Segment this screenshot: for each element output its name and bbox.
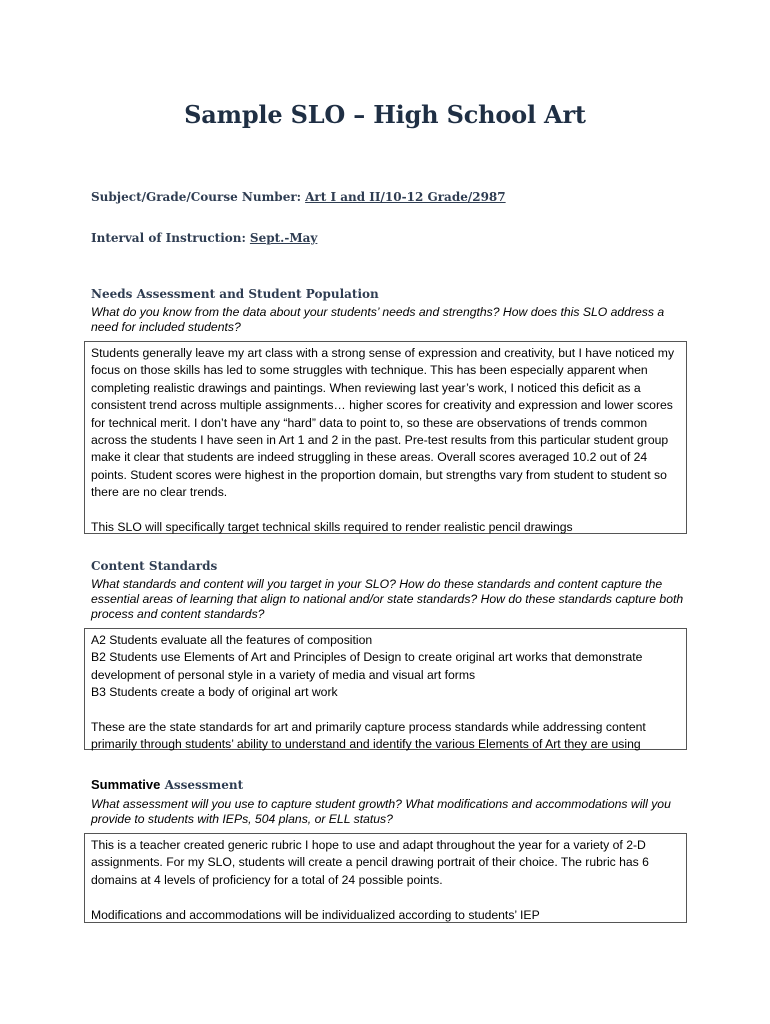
summative-heading-word2: Assessment xyxy=(164,778,244,792)
summative-prompt: What assessment will you use to capture student growth? What modifications and accommodations will you provide to students with IEPs, 504 plans, or ELL status? xyxy=(91,797,671,826)
subject-label: Subject/Grade/Course Number: xyxy=(91,190,302,204)
interval-line xyxy=(91,231,317,245)
standard-item: A2 Students evaluate all the features of composition xyxy=(91,633,373,647)
content-heading: Content Standards xyxy=(91,559,218,573)
content-prompt: What standards and content will you target in your SLO? How do these standards and content capture the essential areas of learning that align to national and/or state standards? How do these standards capture both process and content standards? xyxy=(91,577,684,621)
needs-paragraph-2: This SLO will specifically target technical skills required to render realistic pencil drawings xyxy=(91,520,573,535)
summative-heading-word1: Summative xyxy=(91,777,161,792)
needs-prompt: What do you know from the data about your students’ needs and strengths? How does this SLO address a need for included students? xyxy=(91,305,665,334)
interval-value: Sept.-May xyxy=(249,231,318,245)
needs-paragraph-1: Students generally leave my art class with a strong sense of expression and creativity, but I have noticed my focus on those skills has led to some struggles with technique. This has been especially apparent when completing realistic drawings and paintings. When reviewing last year’s work, I noticed this deficit as a consistent trend across multiple assignments… higher scores for creativity and expression and lower scores for technical merit. I don’t have any “hard” data to point to, so these are observations of trends common across the students I have seen in Art 1 and 2 in the past. Pre-test results from this particular student group make it clear that students are indeed struggling in these areas. Overall scores averaged 10.2 out of 24 points. Student scores were highest in the proportion domain, but strengths vary from student to student so there are no clear trends. xyxy=(91,346,675,500)
summative-paragraph-2: Modifications and accommodations will be individualized according to students’ IEP xyxy=(91,907,540,922)
subject-line xyxy=(91,190,506,204)
subject-value: Art I and II/10-12 Grade/2987 xyxy=(305,190,506,204)
content-response-box xyxy=(84,628,687,750)
summative-paragraph-1: This is a teacher created generic rubric I hope to use and adapt throughout the year for a variety of 2-D assignments. For my SLO, students will create a pencil drawing portrait of their choice. The rubric has 6 domains at 4 levels of proficiency for a total of 24 possible points. xyxy=(91,838,649,887)
standard-item: B2 Students use Elements of Art and Principles of Design to create original art works that demonstrate development of personal style in a variety of media and visual art forms xyxy=(91,650,643,682)
page-title: Sample SLO – High School Art xyxy=(184,100,586,129)
standard-item: B3 Students create a body of original art work xyxy=(91,685,338,700)
summative-response-box xyxy=(84,833,687,923)
summative-heading xyxy=(91,777,243,792)
interval-label: Interval of Instruction: xyxy=(91,231,246,245)
content-paragraph: These are the state standards for art and primarily capture process standards while addressing content primarily through students’ ability to understand and identify the various Elements of Art they are using xyxy=(91,720,646,752)
needs-heading: Needs Assessment and Student Population xyxy=(91,287,379,301)
needs-response-box xyxy=(84,341,687,534)
